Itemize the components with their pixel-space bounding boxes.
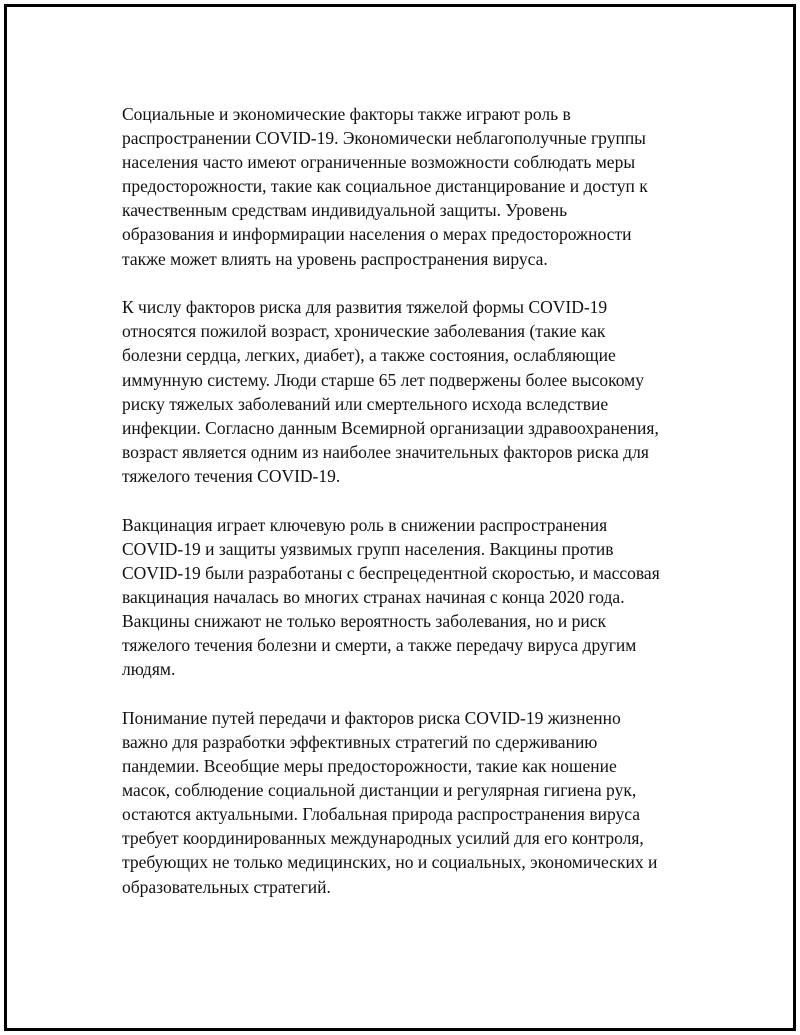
text-line: COVID-19 и защиты уязвимых групп населения. Вакцины против	[122, 538, 614, 559]
text-line: К числу факторов риска для развития тяжелой формы COVID-19	[122, 297, 608, 318]
text-line: качественным средствам индивидуальной защиты. Уровень	[122, 200, 568, 221]
text-line: Социальные и экономические факторы также играют роль в	[122, 104, 571, 124]
text-line: риску тяжелых заболеваний или смертельного исхода вследствие	[122, 393, 609, 414]
page-frame	[4, 4, 796, 1031]
text-line: образовательных стратегий.	[122, 876, 331, 897]
text-line: Вакцинация играет ключевую роль в снижении распространения	[122, 514, 608, 535]
paragraph-socioeconomic	[122, 102, 697, 271]
text-line: масок, соблюдение социальной дистанции и регулярная гигиена рук,	[122, 780, 637, 801]
text-line: населения часто имеют ограниченные возможности соблюдать меры	[122, 152, 636, 173]
text-line: требует координированных международных усилий для его контроля,	[122, 828, 644, 849]
paragraph-conclusion	[122, 706, 697, 899]
text-line: иммунную систему. Люди старше 65 лет подвержены более высокому	[122, 369, 644, 390]
text-line: предосторожности, такие как социальное дистанцирование и доступ к	[122, 176, 648, 197]
text-line: людям.	[122, 659, 176, 680]
text-line: распространении COVID-19. Экономически неблагополучные группы	[122, 128, 646, 149]
text-line: Вакцины снижают не только вероятность заболевания, но и риск	[122, 610, 606, 631]
text-line: болезни сердца, легких, диабет), а также состояния, ослабляющие	[122, 345, 616, 366]
text-line: пандемии. Всеобщие меры предосторожности, такие как ношение	[122, 756, 617, 777]
text-line: Понимание путей передачи и факторов риска COVID-19 жизненно	[122, 707, 621, 728]
text-line: COVID-19 были разработаны с беспрецедентной скоростью, и массовая	[122, 562, 660, 583]
paragraph-risk-factors	[122, 295, 697, 488]
text-line: тяжелого течения COVID-19.	[122, 465, 341, 486]
text-line: также может влиять на уровень распространения вируса.	[122, 248, 548, 269]
paragraph-vaccination	[122, 513, 697, 682]
text-line: тяжелого течения болезни и смерти, а также передачу вируса другим	[122, 635, 637, 656]
text-line: вакцинация началась во многих странах начиная с конца 2020 года.	[122, 586, 625, 607]
text-line: относятся пожилой возраст, хронические заболевания (такие как	[122, 321, 606, 342]
text-line: инфекции. Согласно данным Всемирной организации здравоохранения,	[122, 417, 659, 438]
text-line: возраст является одним из наиболее значительных факторов риска для	[122, 441, 649, 462]
text-line: остаются актуальными. Глобальная природа распространения вируса	[122, 804, 640, 825]
text-line: образования и информирации населения о мерах предосторожности	[122, 224, 632, 245]
text-line: требующих не только медицинских, но и социальных, экономических и	[122, 852, 658, 873]
text-line: важно для разработки эффективных стратегий по сдерживанию	[122, 731, 598, 752]
document-body	[122, 102, 697, 923]
